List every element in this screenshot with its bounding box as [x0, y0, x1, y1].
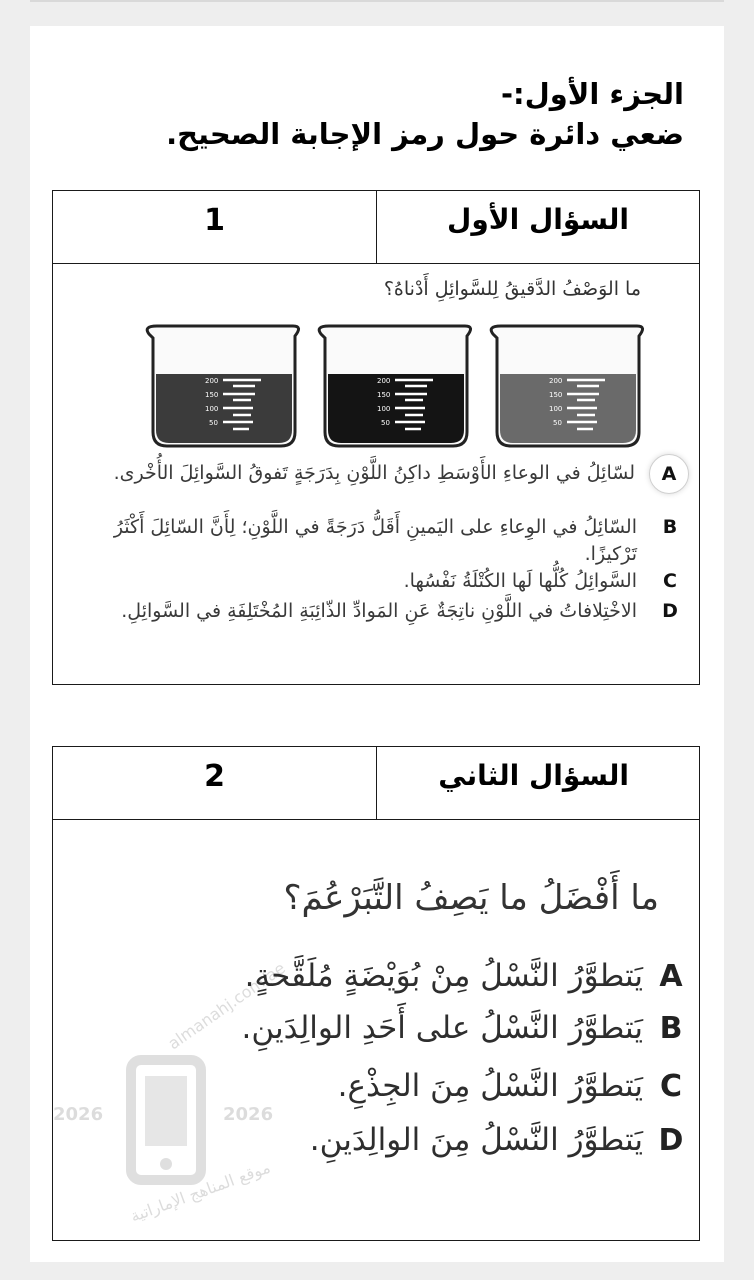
question-1-box [52, 190, 700, 685]
section-heading [44, 74, 684, 154]
watermark-year-left: 2026 [53, 1104, 104, 1125]
question-2-body [53, 820, 699, 1240]
q1-option-b-text: السّائِلُ في الوِعاءِ على اليَمينِ أَقَلُّ دَرَجَةً في اللَّوْنِ؛ لِأَنَّ السّائِلَ أَكْثَرُ تَرْكيزًا. [113, 516, 637, 565]
mark-100: 100 [377, 405, 391, 413]
q2-option-c-text: يَتطوَّرُ النَّسْلُ مِنَ الجِذْعِ. [337, 1068, 643, 1104]
mark-200: 200 [205, 377, 219, 385]
q1-option-d[interactable] [109, 598, 689, 625]
q2-option-b-text: يَتطوَّرُ النَّسْلُ على أَحَدِ الوالِدَينِ. [241, 1010, 643, 1046]
mark-50: 50 [553, 419, 562, 427]
mark-50: 50 [209, 419, 218, 427]
top-divider [30, 0, 724, 2]
q1-option-c[interactable] [109, 568, 689, 595]
mark-150: 150 [205, 391, 219, 399]
watermark-logo [53, 958, 313, 1240]
q1-option-a-text: لسّائِلُ في الوعاءِ الأَوْسَطِ داكِنُ اللَّوْنِ بِدَرَجَةٍ تَفوقُ السَّوائِلَ الأُخْرى. [113, 462, 635, 484]
q2-option-d-letter[interactable]: D [658, 1122, 684, 1158]
question-1-prompt: ما الوَصْفُ الدَّقيقُ لِلسَّوائِلِ أَدْناهُ؟ [383, 278, 641, 300]
mark-200: 200 [377, 377, 391, 385]
q2-option-b[interactable] [242, 1010, 700, 1046]
q1-option-c-letter[interactable]: C [663, 570, 677, 592]
mark-100: 100 [549, 405, 563, 413]
q1-option-b[interactable] [109, 514, 689, 568]
question-1-header [53, 191, 699, 264]
beakers-illustration [143, 322, 649, 452]
q2-option-d[interactable] [310, 1122, 699, 1158]
watermark-label: موقع المناهج الإماراتية [127, 1157, 273, 1226]
mark-100: 100 [205, 405, 219, 413]
mark-150: 150 [549, 391, 563, 399]
q2-option-a[interactable] [245, 958, 699, 994]
beaker-right [491, 326, 642, 446]
mark-150: 150 [377, 391, 391, 399]
question-2-box [52, 746, 700, 1241]
question-1-number: 1 [53, 191, 377, 263]
beaker-middle [319, 326, 470, 446]
q2-option-c[interactable] [338, 1068, 699, 1104]
question-2-title: السؤال الثاني [438, 759, 629, 792]
question-2-header [53, 747, 699, 820]
q1-option-d-letter[interactable]: D [662, 600, 678, 622]
q1-option-a[interactable] [109, 460, 689, 494]
part-title: الجزء الأول:- [500, 77, 684, 111]
question-2-prompt: ما أَفْضَلُ ما يَصِفُ التَّبَرْعُمَ؟ [283, 878, 659, 918]
q2-option-c-letter[interactable]: C [659, 1068, 683, 1104]
q2-option-a-letter[interactable]: A [659, 958, 683, 994]
q2-option-d-text: يَتطوَّرُ النَّسْلُ مِنَ الوالِدَينِ. [309, 1122, 643, 1158]
question-1-title: السؤال الأول [447, 203, 629, 236]
q1-option-b-letter[interactable]: B [662, 516, 678, 538]
beaker-left [147, 326, 298, 446]
q2-option-a-text: يَتطوَّرُ النَّسْلُ مِنْ بُوَيْضَةٍ مُلَقَّحةٍ. [244, 958, 643, 994]
q1-option-d-text: الاخْتِلافاتُ في اللَّوْنِ ناتِجَةٌ عَنِ المَوادِّ الذّائِبَةِ المُخْتَلِفَةِ في السَّوائِلِ. [121, 600, 637, 622]
question-2-number: 2 [53, 747, 377, 819]
document-page [30, 26, 724, 1262]
watermark-site: almanahj.com/ae [164, 958, 289, 1054]
q1-option-a-letter[interactable]: A [649, 454, 689, 494]
instruction-text: ضعي دائرة حول رمز الإجابة الصحيح. [166, 117, 684, 151]
watermark-year-right: 2026 [223, 1104, 274, 1125]
question-1-body [53, 264, 699, 684]
q2-option-b-letter[interactable]: B [659, 1010, 683, 1046]
q1-option-c-text: السَّوائِلُ كُلُّها لَها الكُتْلَةُ نَفْسُها. [403, 570, 637, 592]
mark-200: 200 [549, 377, 563, 385]
mark-50: 50 [381, 419, 390, 427]
